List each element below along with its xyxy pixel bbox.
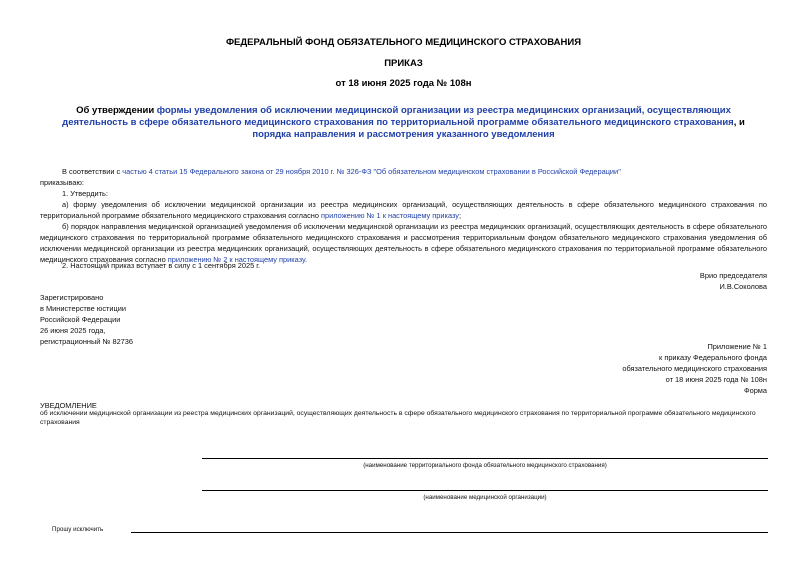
signer-name: И.В.Соколова — [719, 282, 767, 291]
appendix-line-4: от 18 июня 2025 года № 108н — [665, 375, 767, 384]
item-2: 2. Настоящий приказ вступает в силу с 1 сентября 2025 г. — [62, 261, 261, 270]
fund-name-line — [202, 458, 768, 459]
organization-name-caption: (наименование медицинской организации) — [423, 494, 547, 501]
form-title: УВЕДОМЛЕНИЕ — [40, 401, 97, 410]
title-middle: , и — [733, 117, 745, 128]
document-title — [50, 105, 757, 141]
doc-type: ПРИКАЗ — [384, 58, 423, 69]
title-procedure-link[interactable]: порядка направления и рассмотрения указанного уведомления — [252, 129, 555, 140]
item-b-text: б) порядок направления медицинской организацией уведомления об исключении медицинской организации из реестра медицинских организаций, осуществляющих деятельность в сфере обязательного медицинского страхования по территориальной программе обязательного медицинского страхования и рассмотрения территориальным фондом обязательного медицинского страхования уведомления об исключении медицинской организации из реестра медицинских организаций, осуществляющих деятельность в сфере обязательного медицинского страхования по территориальной программе обязательного медицинского страхования согласно — [40, 222, 767, 264]
item-b — [40, 221, 767, 265]
appendix-line-5: Форма — [743, 386, 767, 395]
title-form-link[interactable]: формы уведомления об исключении медицинской организации из реестра медицинских организаций, осуществляющих деятельность в сфере обязательного медицинского страхования по территориальной программе обязательного медицинского страхования — [62, 105, 734, 128]
appendix-line-1: Приложение № 1 — [707, 342, 767, 351]
item-b-end: . — [304, 255, 308, 264]
federal-law-link[interactable]: частью 4 статьи 15 Федерального закона от 29 ноября 2010 г. № 326-ФЗ "Об обязательном медицинском страховании в Российской Федерации" — [122, 167, 621, 176]
fund-name-caption: (наименование территориального фонда обязательного медицинского страхования) — [363, 462, 607, 469]
doc-date-number: от 18 июня 2025 года № 108н — [335, 78, 472, 89]
appendix-1-link[interactable]: приложению № 1 к настоящему приказу — [321, 211, 459, 220]
registration-line-4: 26 июня 2025 года, — [40, 326, 106, 335]
intro-prefix: В соответствии с — [62, 167, 123, 176]
item-a-end: ; — [458, 211, 462, 220]
item-a — [40, 199, 767, 221]
org-name: ФЕДЕРАЛЬНЫЙ ФОНД ОБЯЗАТЕЛЬНОГО МЕДИЦИНСКОГО СТРАХОВАНИЯ — [225, 37, 582, 48]
appendix-line-3: обязательного медицинского страхования — [622, 364, 767, 373]
ask-exclude-line — [131, 532, 768, 533]
item-a-text: а) форму уведомления об исключении медицинской организации из реестра медицинских организаций, осуществляющих деятельность в сфере обязательного медицинского страхования по территориальной программе обязательного медицинского страхования согласно — [40, 200, 767, 220]
appendix-block — [520, 341, 767, 396]
appendix-line-2: к приказу Федерального фонда — [659, 353, 767, 362]
signer-position: Врио председателя — [699, 271, 767, 280]
registration-line-1: Зарегистрировано — [40, 293, 104, 302]
form-subtitle: об исключении медицинской организации из реестра медицинских организаций, осуществляющих деятельность в сфере обязательного медицинского страхования по территориальной программе обязательного медицинского страхования — [40, 410, 756, 426]
intro-paragraph — [62, 166, 762, 177]
item-1: 1. Утвердить: — [62, 189, 108, 198]
organization-name-line — [202, 490, 768, 491]
registration-block — [40, 292, 240, 347]
registration-line-5: регистрационный № 82736 — [40, 337, 134, 346]
title-prefix: Об утверждении — [76, 105, 157, 116]
ask-exclude-label: Прошу исключить — [52, 526, 104, 533]
order-word: приказываю: — [40, 178, 84, 187]
appendix-2-link[interactable]: приложению № 2 к настоящему приказу — [167, 255, 305, 264]
registration-line-2: в Министерстве юстиции — [40, 304, 127, 313]
registration-line-3: Российской Федерации — [40, 315, 121, 324]
